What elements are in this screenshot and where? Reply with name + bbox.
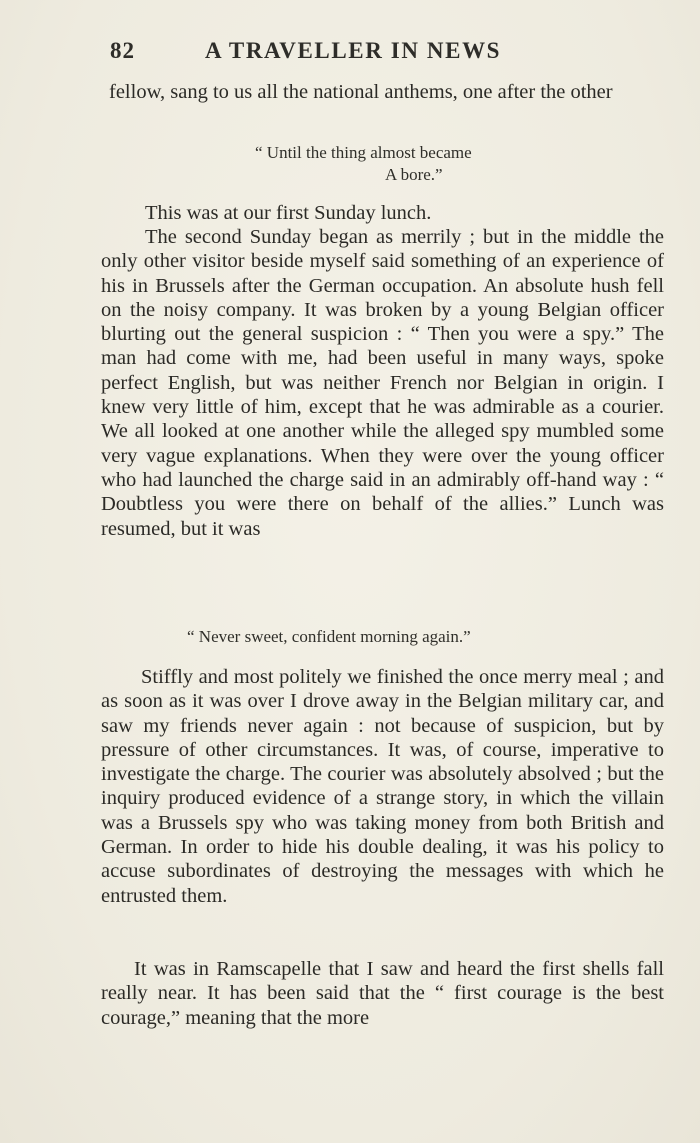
paragraph-ramscapelle: It was in Ramscapelle that I saw and heard the first shells fall really near. It has been said that the “ first courage is the best courage,” meaning that the more bbox=[101, 958, 664, 1029]
page-number: 82 bbox=[110, 38, 135, 63]
paragraph-first-lunch: This was at our first Sunday lunch. bbox=[145, 202, 432, 224]
poem-line-1: “ Until the thing almost became bbox=[255, 143, 472, 162]
paragraph-second-sunday: The second Sunday began as merrily ; but in the middle the only other visitor beside myself said something of an experience of his in Brussels after the German occupation. An absolute hush fell on the noisy company. It was broken by a young Belgian officer blurting out the general suspicion : “ Then you were a spy.” The man had come with me, had been useful in many ways, spoke perfect English, but was neither French nor Belgian in origin. I knew very little of him, except that he was admirable as a courier. We all looked at one another while the alleged spy mumbled some very vague explanations. When they were over the young officer who had launched the charge said in an admirably off-hand way : “ Doubtless you were there on behalf of the allies.” Lunch was resumed, but it was bbox=[101, 226, 664, 540]
running-title: A TRAVELLER IN NEWS bbox=[205, 38, 502, 63]
poem-line-2: A bore.” bbox=[385, 165, 443, 184]
opening-paragraph: fellow, sang to us all the national anthems, one after the other bbox=[109, 81, 613, 103]
page-header bbox=[110, 38, 570, 64]
quote-never-sweet: “ Never sweet, confident morning again.” bbox=[187, 627, 471, 646]
paragraph-stiffly: Stiffly and most politely we finished the once merry meal ; and as soon as it was over I drove away in the Belgian military car, and saw my friends never again : not because of suspicion, but by pressure of other circumstances. It was, of course, imperative to investigate the charge. The courier was absolutely absolved ; but the inquiry produced evidence of a strange story, in which the villain was a Brussels spy who was taking money from both British and German. In order to hide his double dealing, it was his policy to accuse subordinates of destroying the messages with which he entrusted them. bbox=[101, 666, 664, 907]
poem-quote bbox=[255, 142, 472, 186]
